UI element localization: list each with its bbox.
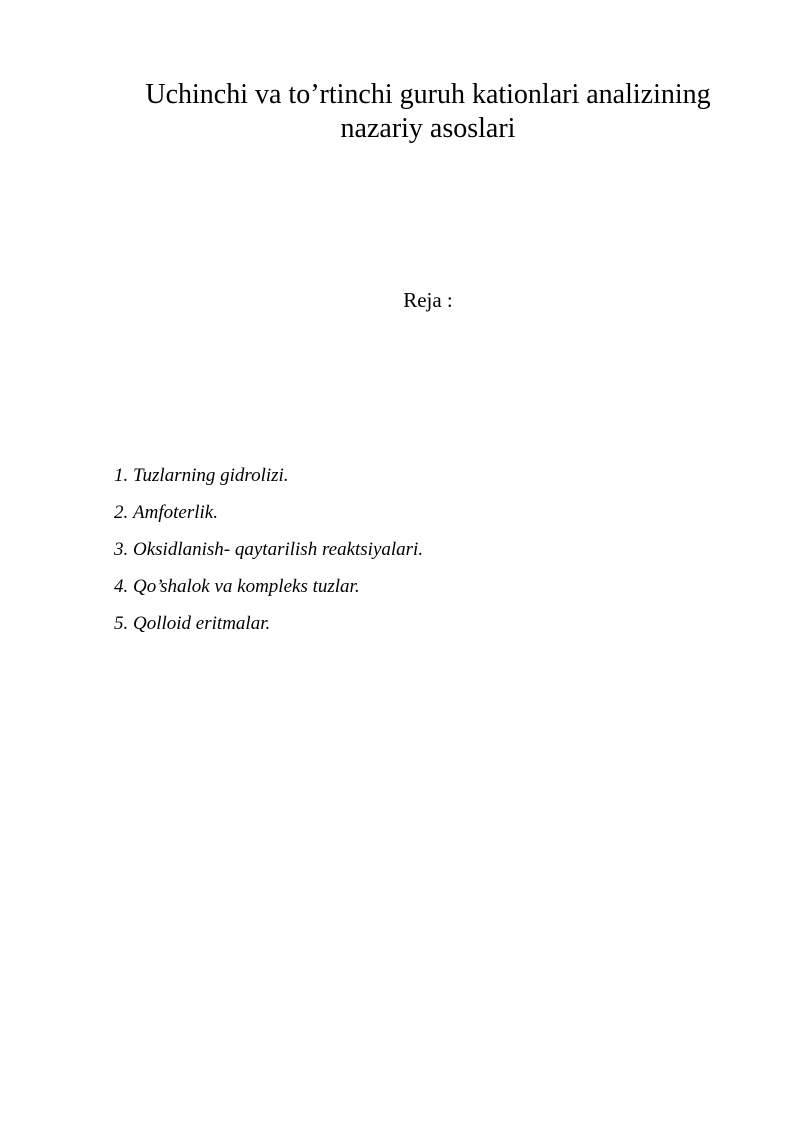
- plan-item-text: Amfoterlik.: [133, 502, 218, 523]
- plan-item-number: 5.: [114, 613, 129, 634]
- plan-item-number: 1.: [114, 465, 129, 486]
- plan-item-text: Qo’shalok va kompleks tuzlar.: [133, 576, 360, 597]
- plan-item: [114, 463, 423, 500]
- plan-heading: Reja :: [403, 288, 453, 312]
- plan-item-text: Qolloid eritmalar.: [133, 613, 271, 634]
- document-title: Uchinchi va to’rtinchi guruh kationlari analizining nazariy asoslari: [145, 79, 711, 144]
- plan-item-number: 3.: [114, 539, 129, 560]
- plan-item-text: Oksidlanish- qaytarilish reaktsiyalari.: [133, 539, 424, 560]
- plan-item: [114, 537, 423, 574]
- plan-item: [114, 574, 423, 611]
- plan-item-number: 4.: [114, 576, 129, 597]
- plan-item-number: 2.: [114, 502, 129, 523]
- plan-item: [114, 611, 423, 648]
- plan-item-text: Tuzlarning gidrolizi.: [133, 465, 289, 486]
- plan-item: [114, 500, 423, 537]
- plan-list: [114, 463, 423, 648]
